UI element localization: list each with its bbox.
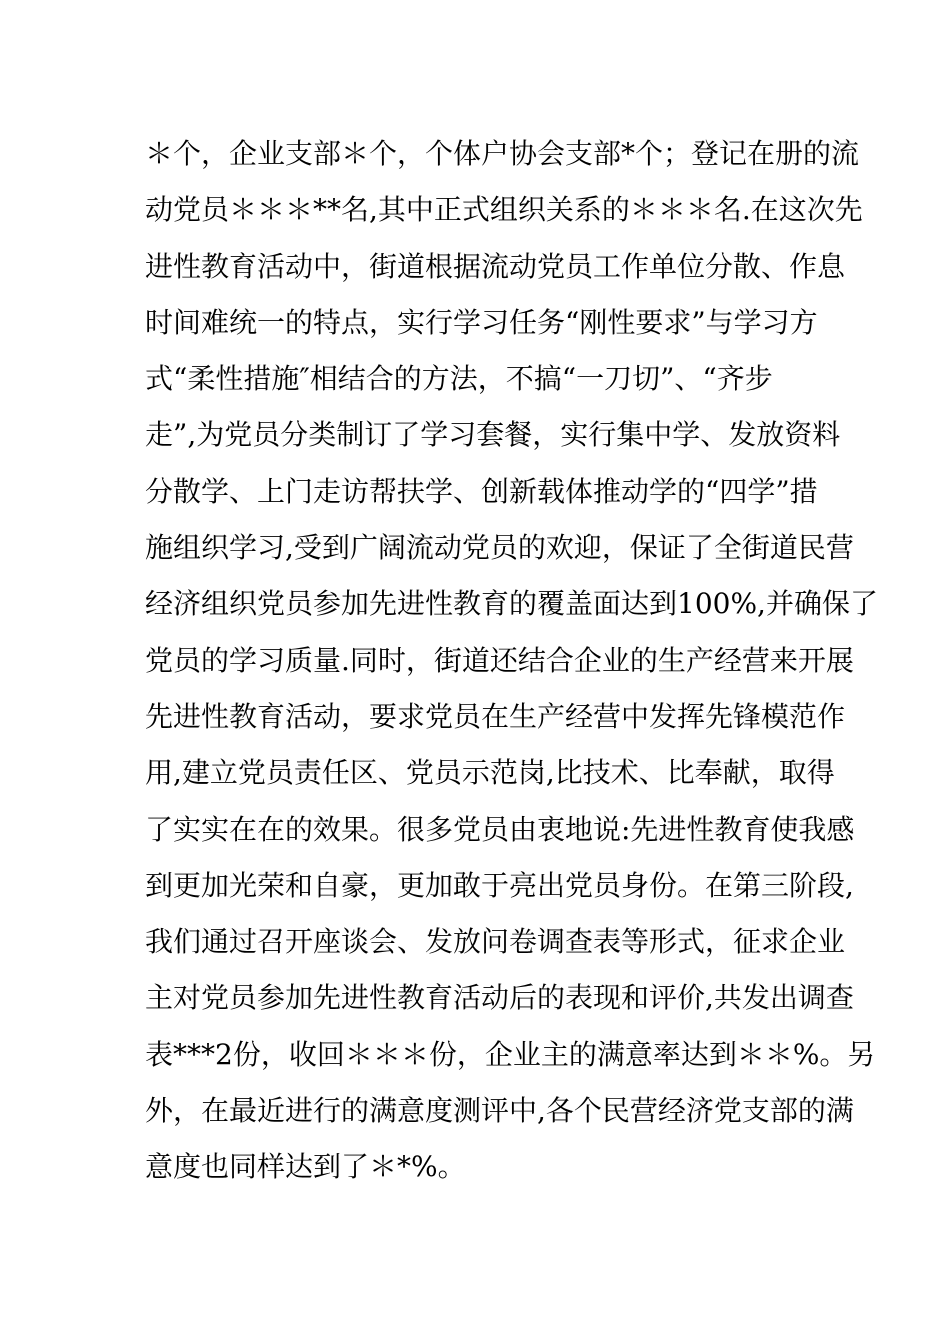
text-line: 了实实在在的效果。很多党员由衷地说:先进性教育使我感: [145, 812, 855, 846]
text-line: 表***2份，收回＊＊＊份，企业主的满意率达到＊＊%。另: [145, 1037, 876, 1071]
text-line: 主对党员参加先进性教育活动后的表现和评价,共发出调查: [145, 981, 854, 1015]
text-line: 时间难统一的特点，实行学习任务“刚性要求”与学习方: [145, 305, 818, 339]
text-line: 党员的学习质量.同时，街道还结合企业的生产经营来开展: [145, 643, 854, 677]
text-line: 走”,为党员分类制订了学习套餐，实行集中学、发放资料: [145, 418, 841, 452]
text-line: 外，在最近进行的满意度测评中,各个民营经济党支部的满: [145, 1094, 854, 1128]
text-line: 用,建立党员责任区、党员示范岗,比技术、比奉献，取得: [145, 756, 835, 790]
text-line: ＊个，企业支部＊个，个体户协会支部*个；登记在册的流: [145, 137, 860, 170]
text-line: 分散学、上门走访帮扶学、创新载体推动学的“四学”措: [145, 474, 818, 508]
text-line: 意度也同样达到了＊*%。: [145, 1150, 466, 1184]
text-line: 我们通过召开座谈会、发放问卷调查表等形式，征求企业: [145, 925, 846, 959]
text-line: 动党员＊＊＊**名,其中正式组织关系的＊＊＊名.在这次先: [145, 193, 863, 227]
text-line: 施组织学习,受到广阔流动党员的欢迎，保证了全街道民营: [145, 531, 854, 565]
text-line: 进性教育活动中，街道根据流动党员工作单位分散、作息: [145, 249, 846, 283]
text-line: 经济组织党员参加先进性教育的覆盖面达到100%,并确保了: [145, 587, 878, 621]
text-line: 先进性教育活动，要求党员在生产经营中发挥先锋模范作: [145, 699, 846, 733]
body-paragraph: [145, 131, 878, 1201]
text-line: 到更加光荣和自豪，更加敢于亮出党员身份。在第三阶段,: [145, 868, 854, 902]
text-line: 式“柔性措施″相结合的方法，不搞“一刀切”、“齐步: [145, 362, 773, 396]
